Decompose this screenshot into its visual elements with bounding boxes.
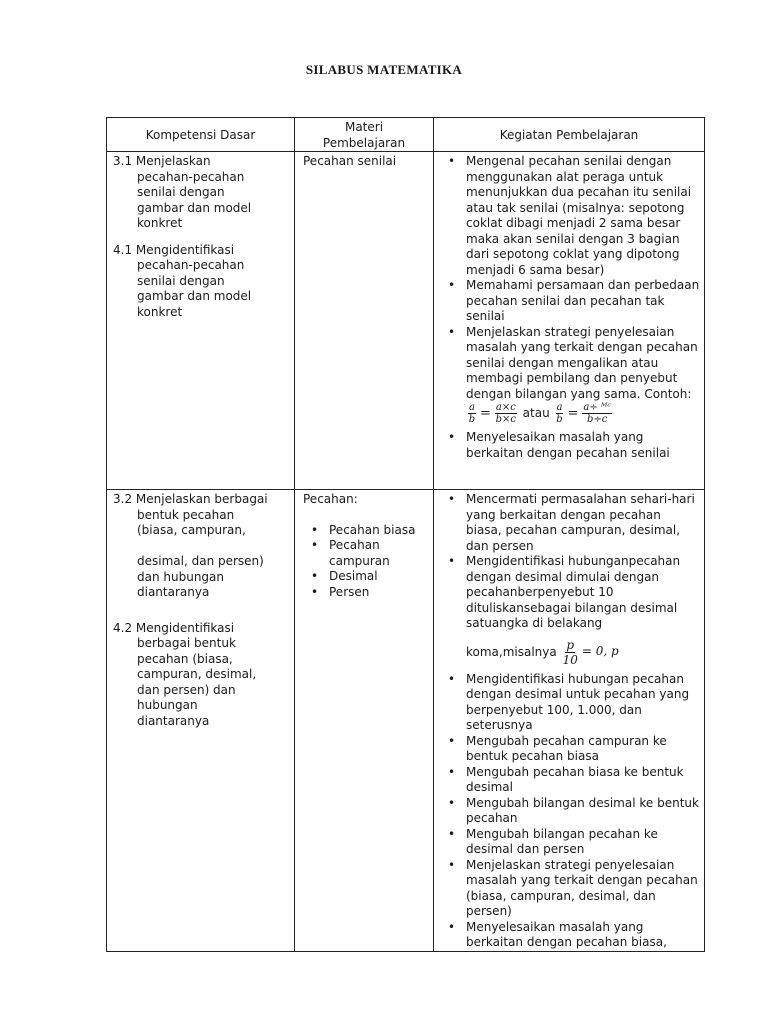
kd-item <box>113 243 290 321</box>
kd-line: gambar dan model <box>137 289 252 303</box>
kd-code-first: 4.2 Mengidentifikasi <box>113 620 235 635</box>
list-item-text: Mengidentifikasi hubunganpecahan dengan desimal dimulai dengan pecahanberpenyebut 10 dituliskansebagai bilangan desimal satuangka di belakang <box>466 554 681 630</box>
materi-list <box>303 523 429 601</box>
list-item: • Memahami persamaan dan perbedaan pecahan senilai dan pecahan tak senilai <box>440 278 700 325</box>
kd-line: campuran, desimal, <box>137 667 257 681</box>
kd-line <box>113 539 290 555</box>
list-item: • Desimal <box>303 569 429 585</box>
fraction: $\frac{a}{b}$ <box>556 402 563 425</box>
kd-line: diantaranya <box>137 713 210 728</box>
list-item: • Mengubah pecahan biasa ke bentuk desimal <box>440 765 700 796</box>
header-kegiatan: Kegiatan Pembelajaran <box>434 118 705 152</box>
kd-line: diantaranya <box>137 585 210 599</box>
kd-line: berbagai bentuk <box>137 636 236 650</box>
fraction: $\frac{a\times c}{b\times c}$ <box>495 402 517 425</box>
kd-line: senilai dengan <box>137 273 225 288</box>
materi-text: Pecahan senilai <box>303 154 397 168</box>
list-item: • Menyelesaikan masalah yang berkaitan dengan pecahan biasa, <box>440 920 700 951</box>
kd-line: (biasa, campuran, <box>137 523 246 537</box>
kd-line: pecahan-pecahan <box>137 169 245 184</box>
kd-code-first: 3.1 Menjelaskan <box>113 154 211 168</box>
fraction: $\frac{a}{b}$ <box>468 402 476 425</box>
kd-item <box>113 154 290 232</box>
list-item: • Menyelesaikan masalah yang berkaitan dengan pecahan senilai <box>440 430 700 461</box>
list-item-text: Menjelaskan strategi penyelesaian masalah yang terkait dengan pecahan senilai dengan mengalikan atau membagi pembilang dan penyebut dengan bilangan yang sama. Contoh: <box>466 324 698 401</box>
list-item: • Pecahan campuran <box>303 538 429 569</box>
list-item: • Mengenal pecahan senilai dengan menggunakan alat peraga untuk menunjukkan dua pecahan itu senilai atau tak senilai (misalnya: sepotong coklat dibagi menjadi 2 sama besar maka akan senilai dengan 3 bagian dari sepotong coklat yang dipotong menjadi 6 sama besar) <box>440 154 700 278</box>
list-item <box>440 554 700 672</box>
formula-koma: koma,misalnya $\frac{p}{10}$ = 0, p <box>466 637 619 667</box>
materi-cell <box>295 490 434 952</box>
kd-code-first: 4.1 Mengidentifikasi <box>113 242 235 257</box>
list-item <box>440 325 700 431</box>
list-item: • Mengubah bilangan desimal ke bentuk pecahan <box>440 796 700 827</box>
kegiatan-cell <box>434 152 705 490</box>
kd-item <box>113 492 290 601</box>
header-materi-line1: Materi <box>344 119 384 134</box>
kd-item <box>113 621 290 730</box>
fraction: $\frac{\text{a÷ ᴹᶜ}}{b\div c}$ <box>583 402 611 425</box>
materi-cell <box>295 152 434 490</box>
table-row <box>107 152 705 490</box>
kd-cell <box>107 152 295 490</box>
list-item: • Mencermati permasalahan sehari-hari yang berkaitan dengan pecahan biasa, pecahan campuran, desimal, dan persen <box>440 492 700 554</box>
kd-line: konkret <box>137 304 183 319</box>
kegiatan-list <box>440 154 700 461</box>
kd-cell <box>107 490 295 952</box>
kd-line: desimal, dan persen) <box>137 554 264 568</box>
list-item: • Menjelaskan strategi penyelesaian masalah yang terkait dengan pecahan (biasa, campuran, desimal, dan persen) <box>440 858 700 920</box>
list-item: • Mengidentifikasi hubungan pecahan dengan desimal untuk pecahan yang berpenyebut 100, 1.000, dan seterusnya <box>440 672 700 734</box>
kd-line: pecahan-pecahan <box>137 258 245 272</box>
header-materi <box>295 118 434 152</box>
kd-code-first: 3.2 Menjelaskan berbagai <box>113 492 268 506</box>
kegiatan-cell <box>434 490 705 952</box>
syllabus-table <box>106 117 705 952</box>
list-item: • Mengubah pecahan campuran ke bentuk pecahan biasa <box>440 734 700 765</box>
page-title: SILABUS MATEMATIKA <box>305 62 463 77</box>
materi-title: Pecahan: <box>303 492 358 506</box>
kd-line: konkret <box>137 216 183 230</box>
kd-line: senilai dengan <box>137 185 225 199</box>
kd-line: hubungan <box>137 698 198 712</box>
header-kompetensi-dasar: Kompetensi Dasar <box>107 118 295 152</box>
formula-equivalent-fractions: $\frac{a}{b}$ = $\frac{a\times c}{b\times c}$ atau $\frac{a}{b}$ = $\frac{\text{a÷ ᴹᶜ}}{b\div c}$ <box>468 402 611 425</box>
kd-line: gambar dan model <box>137 200 252 215</box>
kd-line: pecahan (biasa, <box>137 651 233 666</box>
kd-line: bentuk pecahan <box>137 507 235 522</box>
list-item: • Persen <box>303 585 429 601</box>
table-row <box>107 490 705 952</box>
header-materi-line2: Pembelajaran <box>322 135 406 150</box>
fraction: $\frac{p}{10}$ <box>562 637 578 667</box>
formula-atau: atau <box>522 405 550 420</box>
kegiatan-list <box>440 492 700 951</box>
list-item: • Pecahan biasa <box>303 523 429 539</box>
list-item: • Mengubah bilangan pecahan ke desimal dan persen <box>440 827 700 858</box>
kd-line: dan persen) dan <box>137 682 236 697</box>
kd-line: dan hubungan <box>137 569 225 584</box>
table-header-row <box>107 118 705 152</box>
